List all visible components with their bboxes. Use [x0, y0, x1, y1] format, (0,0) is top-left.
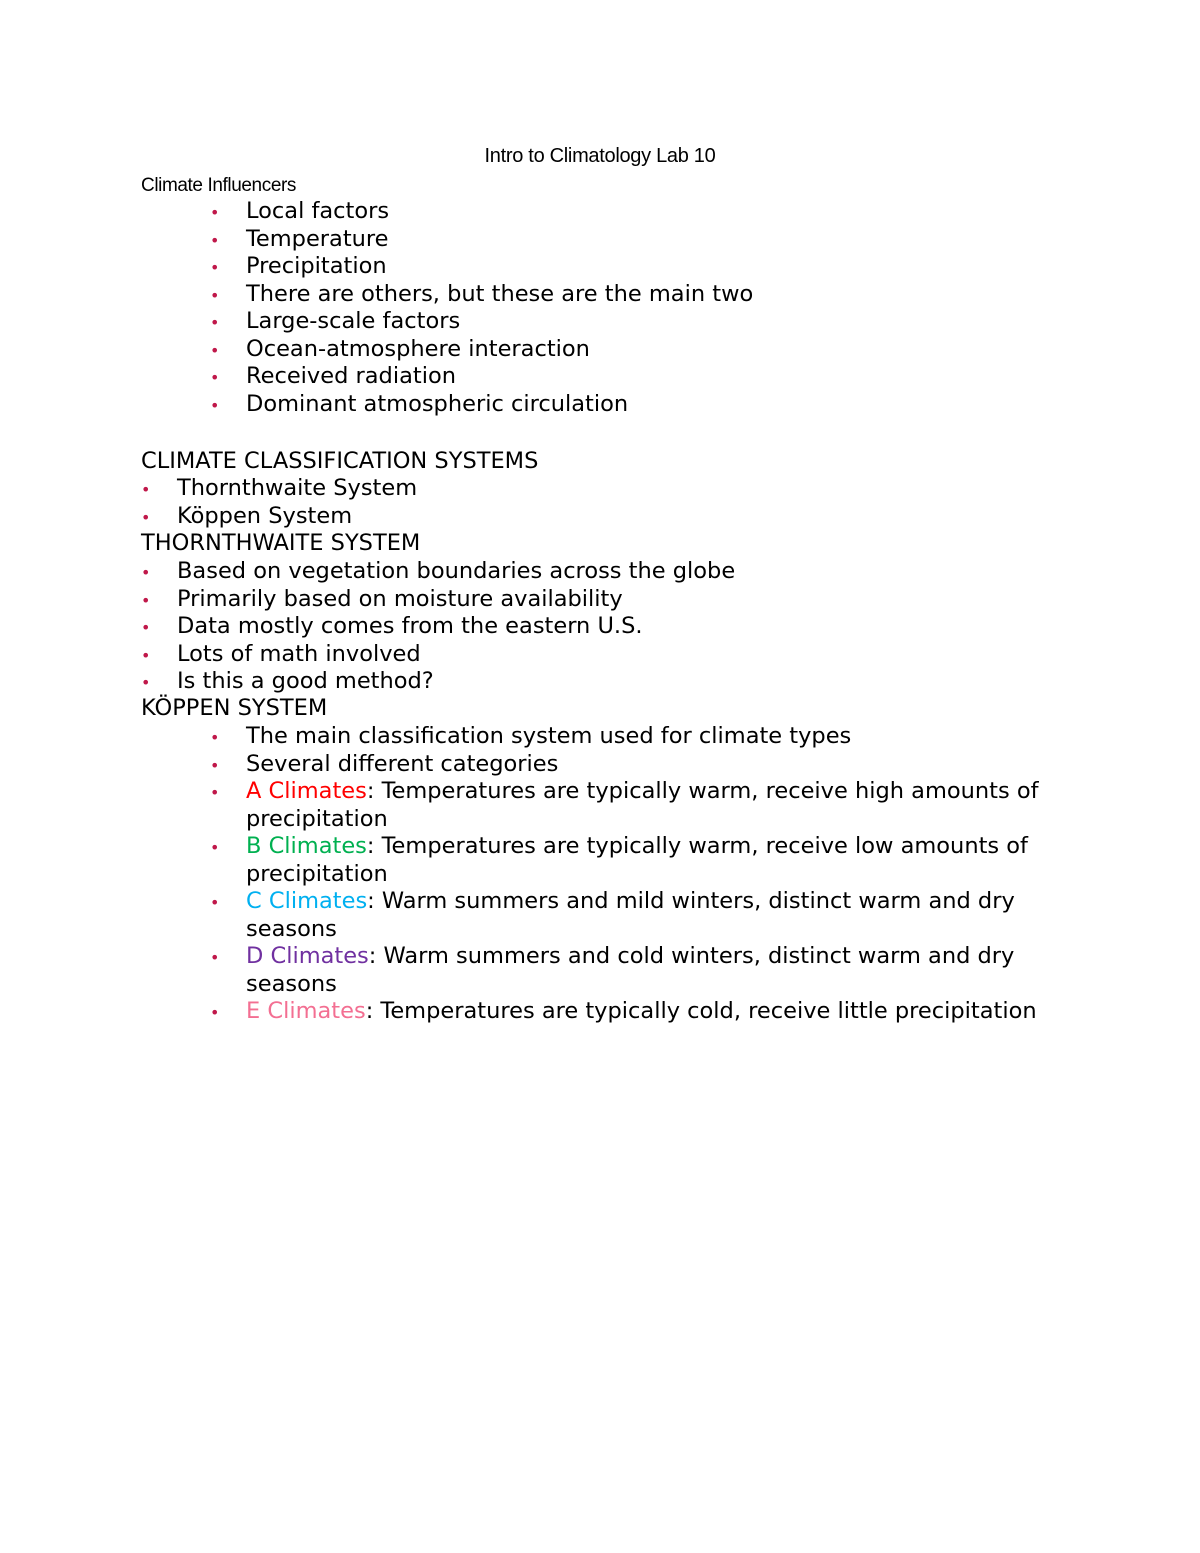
koppen-list [0, 723, 1200, 1026]
climate-e-item [0, 998, 1056, 1026]
climate-influencers-list [0, 198, 1200, 418]
bullet-icon: • [141, 590, 151, 610]
koppen-heading: KÖPPEN SYSTEM [141, 695, 328, 721]
list-item: • Primarily based on moisture availability [0, 586, 1057, 614]
bullet-icon: • [210, 1003, 220, 1022]
bullet-icon: • [141, 645, 151, 665]
classification-systems-list [0, 475, 1200, 530]
climate-a-description: : Temperatures are typically warm, receive high amounts of precipitation [246, 778, 1039, 832]
document-title: Intro to Climatology Lab 10 [484, 145, 716, 167]
climate-influencers-heading: Climate Influencers [141, 175, 297, 196]
climate-d-label: D Climates [246, 943, 369, 969]
list-item: • Ocean-atmosphere interaction [0, 336, 1056, 364]
classification-systems-heading: CLIMATE CLASSIFICATION SYSTEMS [141, 448, 539, 474]
bullet-icon: • [210, 285, 220, 305]
bullet-icon: • [141, 563, 151, 582]
bullet-icon: • [210, 948, 220, 967]
bullet-icon: • [210, 258, 220, 277]
thornthwaite-list [0, 558, 1200, 696]
bullet-icon: • [210, 395, 220, 415]
bullet-icon: • [210, 340, 220, 360]
list-item: • Temperature [0, 226, 1056, 254]
list-item: • Data mostly comes from the eastern U.S. [0, 613, 1057, 641]
list-item: • There are others, but these are the main two [0, 281, 1056, 309]
bullet-icon: • [210, 368, 220, 387]
bullet-icon: • [141, 507, 151, 527]
list-item: • Local factors [0, 198, 1056, 226]
list-item: • Based on vegetation boundaries across the globe [0, 558, 1057, 586]
bullet-icon: • [210, 230, 220, 250]
bullet-icon: • [210, 838, 220, 857]
bullet-icon: • [141, 673, 151, 692]
list-item: • Received radiation [0, 363, 1056, 391]
list-item: • Large-scale factors [0, 308, 1056, 336]
bullet-icon: • [210, 313, 220, 332]
bullet-icon: • [210, 203, 220, 222]
bullet-icon: • [210, 728, 220, 747]
bullet-icon: • [210, 755, 220, 775]
list-item: • Thornthwaite System [0, 475, 1057, 503]
climate-c-item [0, 888, 1056, 943]
list-item: • Lots of math involved [0, 641, 1057, 669]
bullet-icon: • [141, 480, 151, 499]
climate-c-description: : Warm summers and mild winters, distinct warm and dry seasons [246, 888, 1015, 942]
climate-a-item [0, 778, 1056, 833]
climate-b-label: B Climates [246, 833, 367, 859]
list-item: • Dominant atmospheric circulation [0, 391, 1056, 419]
climate-b-description: : Temperatures are typically warm, receive low amounts of precipitation [246, 833, 1028, 887]
list-item: • Several different categories [0, 751, 1056, 779]
list-item: • Köppen System [0, 503, 1057, 531]
climate-d-item [0, 943, 1056, 998]
bullet-icon: • [141, 618, 151, 637]
thornthwaite-heading: THORNTHWAITE SYSTEM [141, 530, 421, 556]
list-item: • Precipitation [0, 253, 1056, 281]
bullet-icon: • [210, 893, 220, 912]
climate-c-label: C Climates [246, 888, 368, 914]
bullet-icon: • [210, 783, 220, 802]
climate-e-label: E Climates [246, 998, 366, 1024]
list-item: • The main classification system used for climate types [0, 723, 1056, 751]
climate-d-description: : Warm summers and cold winters, distinct warm and dry seasons [246, 943, 1015, 997]
climate-b-item [0, 833, 1056, 888]
climate-e-description: : Temperatures are typically cold, receive little precipitation [365, 998, 1037, 1024]
list-item: • Is this a good method? [0, 668, 1057, 696]
climate-a-label: A Climates [246, 778, 367, 804]
